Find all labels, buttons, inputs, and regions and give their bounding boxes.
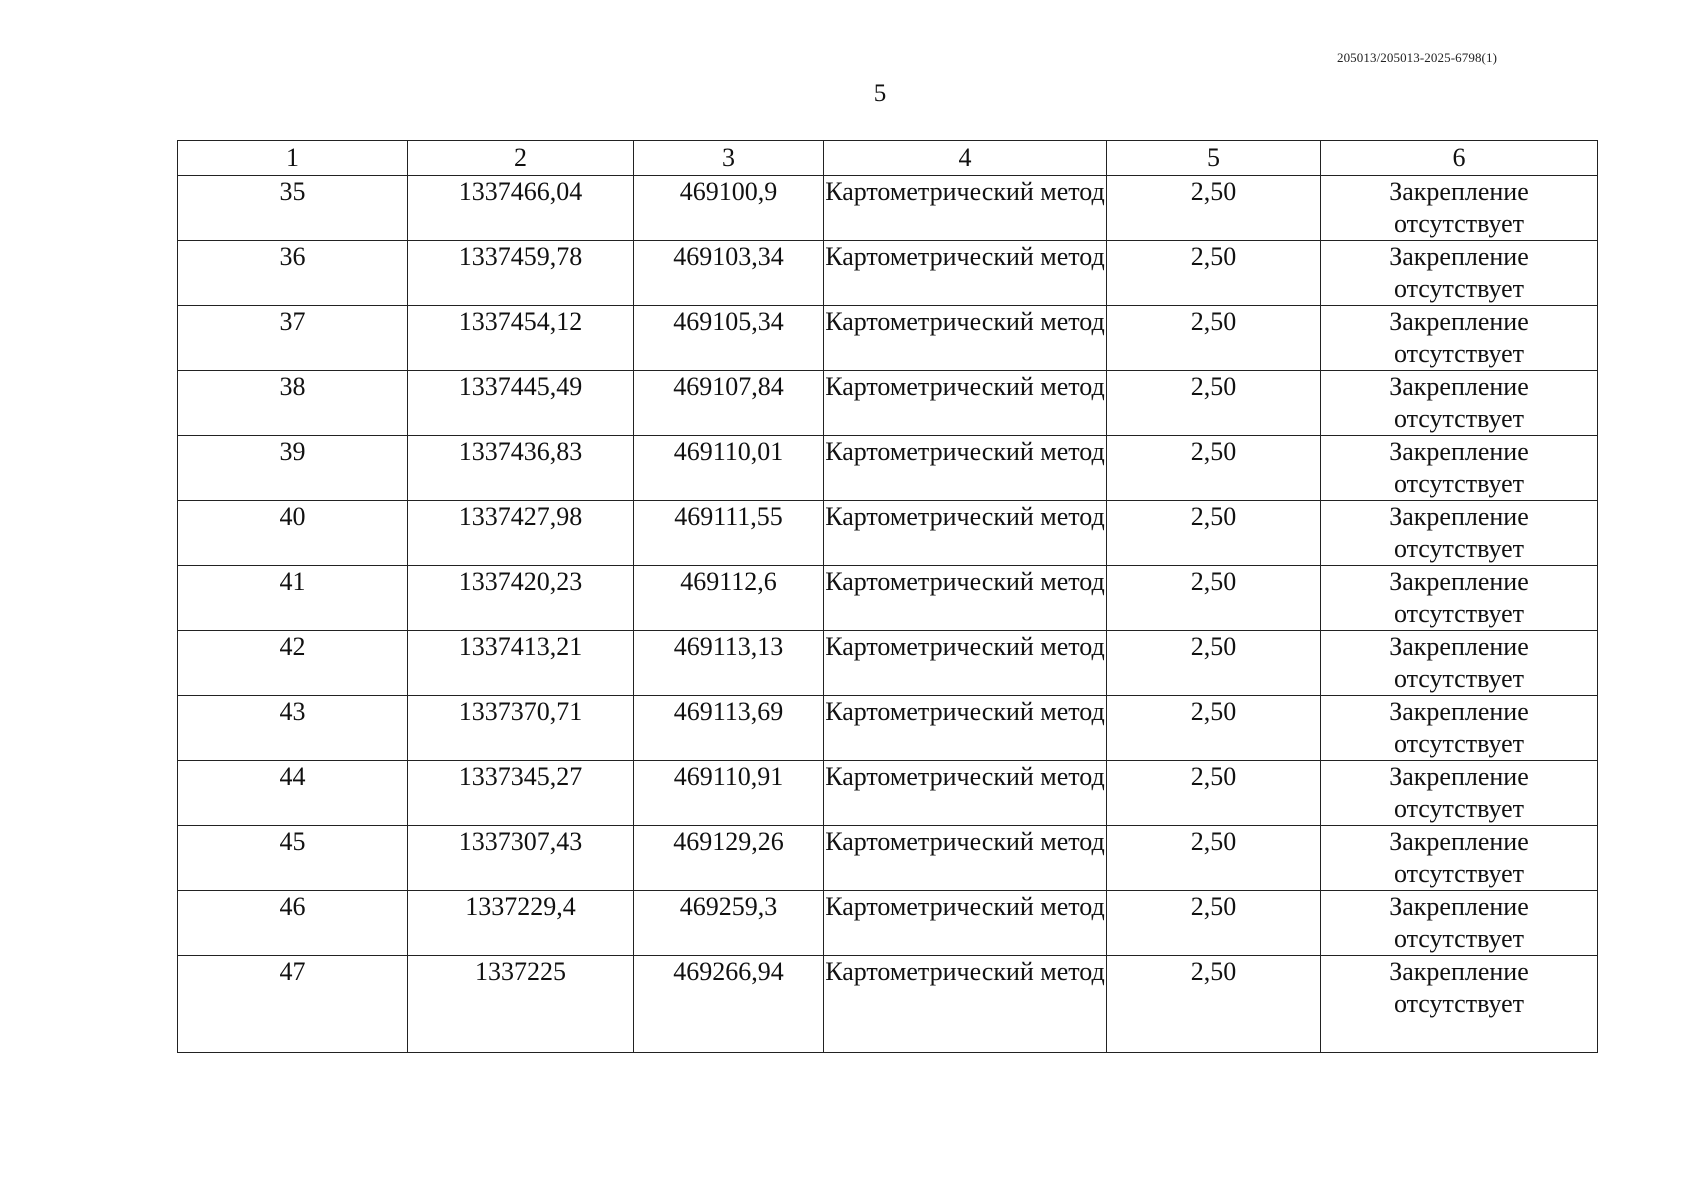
accuracy-cell: 2,50 xyxy=(1107,631,1321,696)
method-cell: Картометрический метод xyxy=(824,696,1107,761)
x-coordinate-cell: 1337225 xyxy=(408,956,634,1053)
method-cell: Картометрический метод xyxy=(824,306,1107,371)
accuracy-cell: 2,50 xyxy=(1107,306,1321,371)
fixing-description-cell: Закрепление отсутствует xyxy=(1321,631,1598,696)
coordinates-table xyxy=(177,140,1598,1053)
table-row xyxy=(178,631,1598,696)
method-cell: Картометрический метод xyxy=(824,436,1107,501)
accuracy-cell: 2,50 xyxy=(1107,566,1321,631)
table-row xyxy=(178,761,1598,826)
accuracy-cell: 2,50 xyxy=(1107,761,1321,826)
fixing-description-cell: Закрепление отсутствует xyxy=(1321,956,1598,1053)
x-coordinate-cell: 1337445,49 xyxy=(408,371,634,436)
point-number-cell: 46 xyxy=(178,891,408,956)
method-cell: Картометрический метод xyxy=(824,631,1107,696)
y-coordinate-cell: 469113,13 xyxy=(634,631,824,696)
y-coordinate-cell: 469100,9 xyxy=(634,176,824,241)
x-coordinate-cell: 1337345,27 xyxy=(408,761,634,826)
fixing-description-cell: Закрепление отсутствует xyxy=(1321,306,1598,371)
y-coordinate-cell: 469266,94 xyxy=(634,956,824,1053)
x-coordinate-cell: 1337459,78 xyxy=(408,241,634,306)
column-header-1: 1 xyxy=(178,141,408,176)
method-cell: Картометрический метод xyxy=(824,761,1107,826)
method-cell: Картометрический метод xyxy=(824,176,1107,241)
table-row xyxy=(178,566,1598,631)
x-coordinate-cell: 1337229,4 xyxy=(408,891,634,956)
x-coordinate-cell: 1337307,43 xyxy=(408,826,634,891)
page-number: 5 xyxy=(873,80,887,107)
point-number-cell: 38 xyxy=(178,371,408,436)
accuracy-cell: 2,50 xyxy=(1107,826,1321,891)
method-cell: Картометрический метод xyxy=(824,956,1107,1053)
fixing-description-cell: Закрепление отсутствует xyxy=(1321,176,1598,241)
table-row xyxy=(178,176,1598,241)
fixing-description-cell: Закрепление отсутствует xyxy=(1321,826,1598,891)
x-coordinate-cell: 1337454,12 xyxy=(408,306,634,371)
accuracy-cell: 2,50 xyxy=(1107,176,1321,241)
fixing-description-cell: Закрепление отсутствует xyxy=(1321,566,1598,631)
point-number-cell: 45 xyxy=(178,826,408,891)
point-number-cell: 44 xyxy=(178,761,408,826)
point-number-cell: 41 xyxy=(178,566,408,631)
y-coordinate-cell: 469259,3 xyxy=(634,891,824,956)
table-row xyxy=(178,501,1598,566)
point-number-cell: 35 xyxy=(178,176,408,241)
x-coordinate-cell: 1337420,23 xyxy=(408,566,634,631)
y-coordinate-cell: 469105,34 xyxy=(634,306,824,371)
y-coordinate-cell: 469110,01 xyxy=(634,436,824,501)
y-coordinate-cell: 469112,6 xyxy=(634,566,824,631)
point-number-cell: 36 xyxy=(178,241,408,306)
column-header-2: 2 xyxy=(408,141,634,176)
table-row xyxy=(178,306,1598,371)
table-row xyxy=(178,826,1598,891)
point-number-cell: 40 xyxy=(178,501,408,566)
x-coordinate-cell: 1337436,83 xyxy=(408,436,634,501)
accuracy-cell: 2,50 xyxy=(1107,891,1321,956)
column-header-5: 5 xyxy=(1107,141,1321,176)
accuracy-cell: 2,50 xyxy=(1107,696,1321,761)
point-number-cell: 42 xyxy=(178,631,408,696)
coordinates-table-wrapper xyxy=(177,140,1597,1053)
table-row xyxy=(178,241,1598,306)
y-coordinate-cell: 469103,34 xyxy=(634,241,824,306)
y-coordinate-cell: 469107,84 xyxy=(634,371,824,436)
column-header-3: 3 xyxy=(634,141,824,176)
fixing-description-cell: Закрепление отсутствует xyxy=(1321,436,1598,501)
column-header-6: 6 xyxy=(1321,141,1598,176)
y-coordinate-cell: 469111,55 xyxy=(634,501,824,566)
x-coordinate-cell: 1337370,71 xyxy=(408,696,634,761)
method-cell: Картометрический метод xyxy=(824,826,1107,891)
fixing-description-cell: Закрепление отсутствует xyxy=(1321,761,1598,826)
y-coordinate-cell: 469129,26 xyxy=(634,826,824,891)
accuracy-cell: 2,50 xyxy=(1107,241,1321,306)
point-number-cell: 39 xyxy=(178,436,408,501)
table-header-row xyxy=(178,141,1598,176)
table-row xyxy=(178,956,1598,1053)
document-id: 205013/205013-2025-6798(1) xyxy=(1336,50,1497,65)
point-number-cell: 37 xyxy=(178,306,408,371)
fixing-description-cell: Закрепление отсутствует xyxy=(1321,241,1598,306)
column-header-4: 4 xyxy=(824,141,1107,176)
table-row xyxy=(178,891,1598,956)
accuracy-cell: 2,50 xyxy=(1107,956,1321,1053)
table-body xyxy=(178,176,1598,1053)
method-cell: Картометрический метод xyxy=(824,566,1107,631)
point-number-cell: 47 xyxy=(178,956,408,1053)
table-row xyxy=(178,696,1598,761)
point-number-cell: 43 xyxy=(178,696,408,761)
method-cell: Картометрический метод xyxy=(824,241,1107,306)
x-coordinate-cell: 1337413,21 xyxy=(408,631,634,696)
method-cell: Картометрический метод xyxy=(824,501,1107,566)
y-coordinate-cell: 469113,69 xyxy=(634,696,824,761)
x-coordinate-cell: 1337466,04 xyxy=(408,176,634,241)
fixing-description-cell: Закрепление отсутствует xyxy=(1321,696,1598,761)
method-cell: Картометрический метод xyxy=(824,371,1107,436)
accuracy-cell: 2,50 xyxy=(1107,436,1321,501)
fixing-description-cell: Закрепление отсутствует xyxy=(1321,371,1598,436)
table-row xyxy=(178,436,1598,501)
fixing-description-cell: Закрепление отсутствует xyxy=(1321,891,1598,956)
accuracy-cell: 2,50 xyxy=(1107,501,1321,566)
fixing-description-cell: Закрепление отсутствует xyxy=(1321,501,1598,566)
table-row xyxy=(178,371,1598,436)
x-coordinate-cell: 1337427,98 xyxy=(408,501,634,566)
y-coordinate-cell: 469110,91 xyxy=(634,761,824,826)
accuracy-cell: 2,50 xyxy=(1107,371,1321,436)
method-cell: Картометрический метод xyxy=(824,891,1107,956)
